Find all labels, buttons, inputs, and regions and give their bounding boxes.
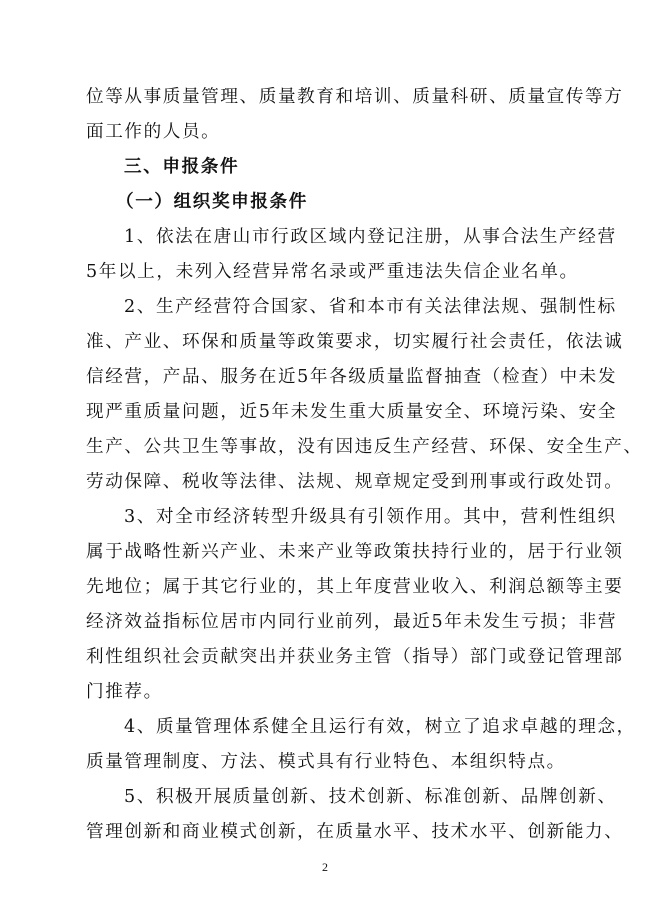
text-line: 管理创新和商业模式创新，在质量水平、技术水平、创新能力、 [86,822,624,842]
text-line: 先地位；属于其它行业的，其上年度营业收入、利润总额等主要 [86,577,624,597]
text-line: 准、产业、环保和质量等政策要求，切实履行社会责任，依法诚 [86,332,624,352]
text-line: 属于战略性新兴产业、未来产业等政策扶持行业的，居于行业领 [86,542,624,562]
page-number: 2 [322,860,328,874]
text-line: 5、积极开展质量创新、技术创新、标准创新、品牌创新、 [124,787,617,807]
text-line: 面工作的人员。 [86,122,221,142]
text-line: 经济效益指标位居市内同行业前列，最近5年未发生亏损；非营 [86,612,618,632]
text-line: 劳动保障、税收等法律、法规、规章规定受到刑事或行政处罚。 [86,472,624,492]
text-line: 现严重质量问题，近5年未发生重大质量安全、环境污染、安全 [86,402,618,422]
text-line: 位等从事质量管理、质量教育和培训、质量科研、质量宣传等方 [86,87,624,107]
text-line: 1、依法在唐山市行政区域内登记注册，从事合法生产经营 [124,227,617,247]
text-line: 5年以上，未列入经营异常名录或严重违法失信企业名单。 [86,262,579,282]
text-line: 信经营，产品、服务在近5年各级质量监督抽查（检查）中未发 [86,367,618,387]
text-line: 2、生产经营符合国家、省和本市有关法律法规、强制性标 [124,297,617,317]
text-line: 门推荐。 [86,682,163,702]
section-heading: 三、申报条件 [124,157,240,177]
text-line: 质量管理制度、方法、模式具有行业特色、本组织特点。 [86,752,566,772]
text-line: 生产、公共卫生等事故，没有因违反生产经营、环保、安全生产、 [86,437,643,457]
text-line: 4、质量管理体系健全且运行有效，树立了追求卓越的理念， [124,717,636,737]
text-line: 3、对全市经济转型升级具有引领作用。其中，营利性组织 [124,507,617,527]
subsection-heading: （一）组织奖申报条件 [116,192,308,212]
text-line: 利性组织社会贡献突出并获业务主管（指导）部门或登记管理部 [86,647,624,667]
